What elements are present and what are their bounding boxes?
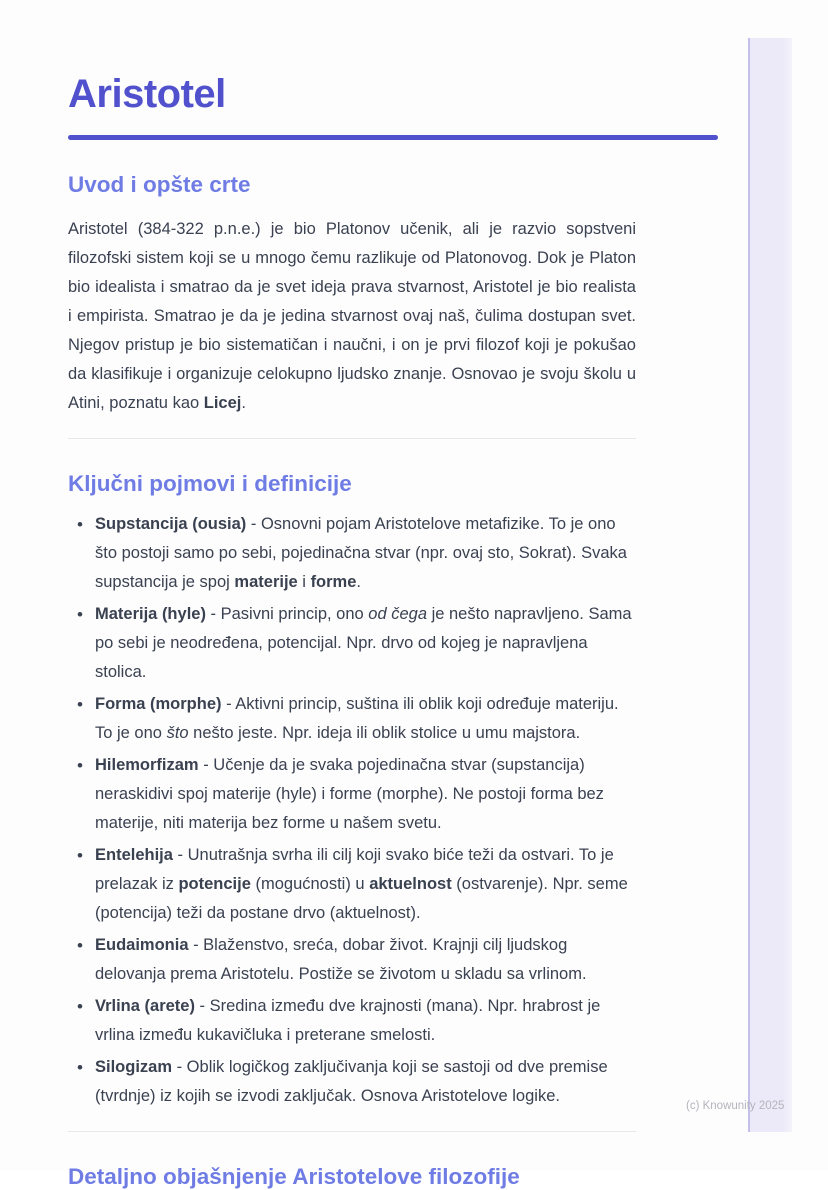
key-terms-list — [68, 510, 636, 1111]
list-item-entelehija: • Entelehija - Unutrašnja svrha ili cilj koji svako biće teži da ostvari. To je prelazak iz potencije (mogućnosti) u aktuelnost (ostvarenje). Npr. seme (potencija) teži da postane drvo (aktuelnost). — [68, 841, 636, 928]
title-rule — [68, 135, 718, 140]
list-item-supstancija: • Supstancija (ousia) - Osnovni pojam Aristotelove metafizike. To je ono što postoji samo po sebi, pojedinačna stvar (npr. ovaj sto, Sokrat). Svaka supstancija je spoj materije i forme. — [68, 510, 636, 597]
section-heading-key-terms: Ključni pojmovi i definicije — [68, 471, 352, 496]
list-item-vrlina: • Vrlina (arete) - Sredina između dve krajnosti (mana). Npr. hrabrost je vrlina između kukavičluka i preterane smelosti. — [68, 992, 636, 1050]
section-divider — [68, 438, 636, 439]
list-item-hilemorfizam: • Hilemorfizam - Učenje da je svaka pojedinačna stvar (supstancija) neraskidivi spoj materije (hyle) i forme (morphe). Ne postoji forma bez materije, niti materija bez forme u našem svetu. — [68, 751, 636, 838]
page-title: Aristotel — [68, 72, 226, 116]
list-item-materija: • Materija (hyle) - Pasivni princip, ono od čega je nešto napravljeno. Sama po sebi je neodređena, potencijal. Npr. drvo od kojeg je napravljena stolica. — [68, 600, 636, 687]
list-item-forma: • Forma (morphe) - Aktivni princip, suština ili oblik koji određuje materiju. To je ono što nešto jeste. Npr. ideja ili oblik stolice u umu majstora. — [68, 690, 636, 748]
section-heading-detail: Detaljno objašnjenje Aristotelove filozofije — [68, 1164, 520, 1189]
intro-paragraph: Aristotel (384-322 p.n.e.) je bio Platonov učenik, ali je razvio sopstveni filozofski sistem koji se u mnogo čemu razlikuje od Platonovog. Dok je Platon bio idealista i smatrao da je svet ideja prava stvarnost, Aristotel je bio realista i empirista. Smatrao je da je jedina stvarnost ovaj naš, čulima dostupan svet. Njegov pristup je bio sistematičan i naučni, i on je prvi filozof koji je pokušao da klasifikuje i organizuje celokupno ljudsko znanje. Osnovao je svoju školu u Atini, poznatu kao Licej. — [68, 220, 636, 412]
section-divider — [68, 1131, 636, 1132]
document-content — [68, 0, 636, 1190]
page-edge-strip — [748, 38, 792, 1132]
watermark: (c) Knowunity 2025 — [686, 1100, 785, 1112]
list-item-silogizam: • Silogizam - Oblik logičkog zaključivanja koji se sastoji od dve premise (tvrdnje) iz kojih se izvodi zaključak. Osnova Aristotelove logike. — [68, 1053, 636, 1111]
section-heading-intro: Uvod i opšte crte — [68, 172, 251, 197]
list-item-eudaimonia: • Eudaimonia - Blaženstvo, sreća, dobar život. Krajnji cilj ljudskog delovanja prema Aristotelu. Postiže se životom u skladu sa vrlinom. — [68, 931, 636, 989]
